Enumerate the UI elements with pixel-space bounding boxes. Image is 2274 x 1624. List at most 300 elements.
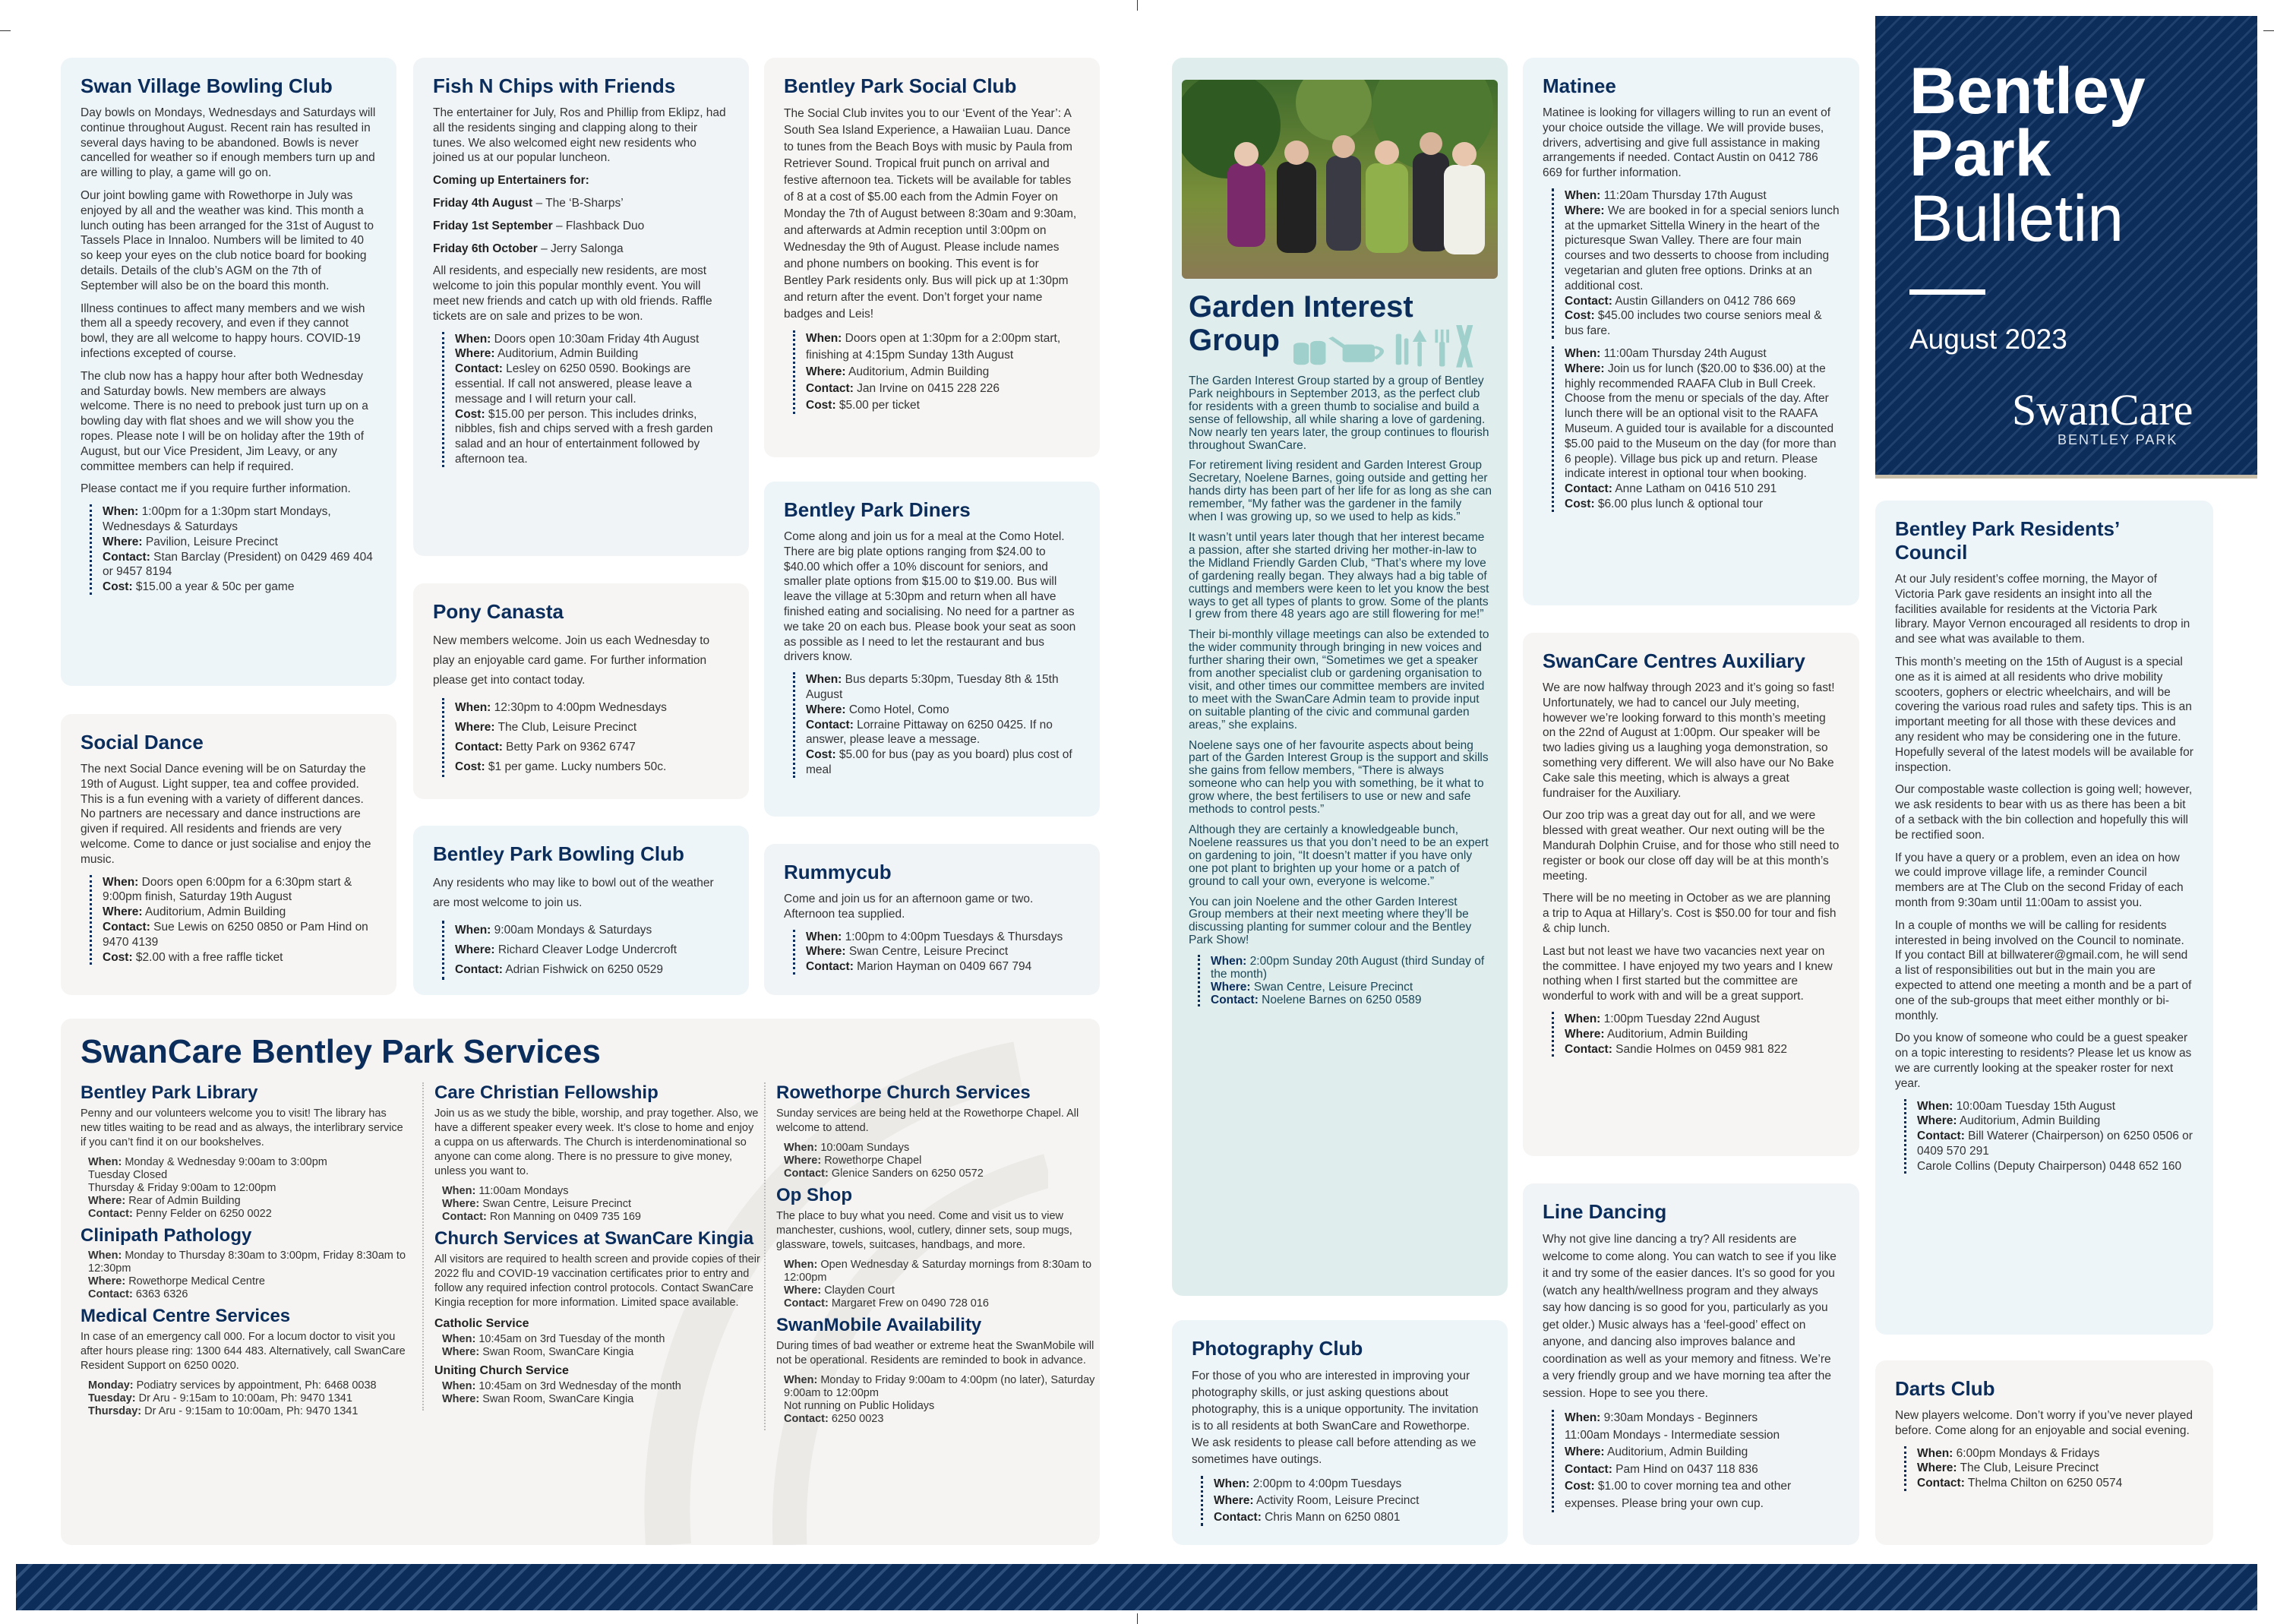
article-diners: [764, 482, 1100, 817]
detail-line: [1565, 1012, 1840, 1027]
detail-label: Where:: [442, 1393, 480, 1405]
service-details: [784, 1259, 1100, 1310]
paragraph: The place to buy what you need. Come and visit us to view manchester, cushions, wool, cutlery, dinner sets, soup mugs, glassware, towels, suitcases, handbags, and more.: [776, 1210, 1072, 1251]
detail-label: Contact:: [806, 960, 854, 974]
detail-value: $5.00 per ticket: [839, 399, 920, 412]
detail-value: Join us for lunch ($20.00 to $36.00) at the highly recommended RAAFA Club in Bull Creek. Choose from the menu or specials of the day. After lunch there will be an optional visit to the RAAFA Museum. A guided tour is available for a discounted $5.00 paid to the Museum on the day (for more than 6 people). Village bus pick up and return. Please indicate interest in optional tour when booking.: [1565, 362, 1837, 481]
detail-value: Auditorium, Admin Building: [848, 365, 990, 378]
detail-value: Sue Lewis on 6250 0850 or Pam Hind on 9470 4139: [103, 920, 368, 949]
detail-label: Cost:: [103, 950, 133, 964]
detail-value: Auditorium, Admin Building: [1960, 1114, 2101, 1128]
detail-line: [1565, 204, 1840, 294]
article-title: Bentley Park Social Club: [784, 74, 1017, 97]
detail-label: Where:: [103, 905, 143, 919]
detail-value: Doors open 10:30am Friday 4th August: [494, 332, 700, 346]
detail-value: Penny Felder on 6250 0022: [135, 1208, 272, 1220]
detail-line: [455, 960, 729, 980]
detail-line: [88, 1405, 409, 1418]
detail-line: [455, 921, 729, 940]
detail-value: 9:30am Mondays - Beginners: [1603, 1411, 1758, 1424]
detail-line: [455, 332, 729, 347]
detail-value: Swan Room, SwanCare Kingia: [482, 1393, 634, 1405]
detail-value: Rear of Admin Building: [128, 1195, 241, 1207]
detail-value: Monday to Thursday 8:30am to 3:00pm, Friday 8:30am to 12:30pm: [88, 1250, 406, 1275]
paragraph: All residents, and especially new residents, are most welcome to join this popular monthly event. You will meet new friends and catch up with old friends. Raffle tickets are on sale and prizes to be won.: [433, 264, 712, 323]
paragraph: The entertainer for July, Ros and Phillip from Eklipz, had all the residents singing and clapping along to their tunes. We also welcomed eight new residents who joined us at our popular luncheon.: [433, 106, 726, 165]
paragraph-text: – The ‘B-Sharps’: [532, 196, 624, 210]
paragraph: All visitors are required to health screen and provide copies of their 2022 flu and COVID-19 vaccination certificates prior to entry and follow any required infection control protocols. Contact SwanCare Kingia reception for more information. Limited space available.: [434, 1253, 760, 1309]
event-details: [442, 332, 729, 467]
service-details: [88, 1156, 409, 1221]
article-title: Line Dancing: [1543, 1200, 1667, 1223]
service-heading: Rowethorpe Church Services: [776, 1082, 1031, 1103]
detail-label: When:: [1565, 346, 1601, 360]
detail-line: [1917, 1476, 2193, 1491]
detail-line: [1917, 1114, 2193, 1129]
paragraph-bold: Friday 6th October: [433, 242, 538, 255]
detail-line: [1565, 346, 1840, 362]
event-details: [442, 698, 729, 777]
detail-value: Bus departs 5:30pm, Tuesday 8th & 15th August: [806, 673, 1059, 701]
detail-value: Richard Cleaver Lodge Undercroft: [497, 943, 677, 956]
detail-value: $5.00 for bus (pay as you board) plus cost of meal: [806, 748, 1072, 776]
detail-value: Auditorium, Admin Building: [1607, 1027, 1748, 1041]
detail-label: Cost:: [1565, 1480, 1595, 1493]
detail-value: Clayden Court: [824, 1284, 895, 1297]
detail-value: Thelma Chilton on 6250 0574: [1967, 1477, 2123, 1490]
detail-value: $15.00 a year & 50c per game: [135, 580, 295, 594]
detail-label: Contact:: [1565, 482, 1612, 496]
detail-value: Swan Centre, Leisure Precinct: [482, 1198, 632, 1210]
detail-value: Rowethorpe Medical Centre: [128, 1275, 265, 1288]
paragraph: Our joint bowling game with Rowethorpe in July was enjoyed by all and the weather was kind. This month a lunch outing has been arranged for the 31st of August to Tassels Place in Innaloo. Numbers will be limited to 40 so keep your eyes on the club notice board for booking details. Details of the club’s AGM on the 7th of September will also be on the board this month.: [81, 188, 374, 292]
detail-value: Ron Manning on 0409 735 169: [489, 1211, 641, 1223]
paragraph-bold: Friday 1st September: [433, 219, 553, 232]
paragraph: Any residents who may like to bowl out of the weather are most welcome to join us.: [433, 877, 714, 909]
event-details: [793, 930, 1080, 975]
detail-line: [88, 1392, 409, 1405]
article-social-club: [764, 58, 1100, 457]
detail-line: [784, 1155, 1100, 1167]
detail-line: [806, 703, 1080, 718]
service-details: [784, 1374, 1100, 1426]
paragraph-text: – Jerry Salonga: [537, 242, 624, 255]
paragraph-bold: Friday 4th August: [433, 196, 533, 210]
detail-value: 2:00pm Sunday 20th August (third Sunday of the month): [1211, 955, 1485, 981]
detail-label: When:: [88, 1156, 122, 1168]
services-column: [422, 1082, 763, 1411]
services-title: SwanCare Bentley Park Services: [81, 1033, 601, 1070]
article-photography-club: [1172, 1320, 1508, 1545]
detail-line: [442, 1346, 763, 1359]
service-heading: Op Shop: [776, 1185, 852, 1205]
detail-value: 1:00pm for a 1:30pm start Mondays, Wednesdays & Saturdays: [103, 505, 331, 533]
detail-line: [784, 1400, 1100, 1413]
service-heading: Church Services at SwanCare Kingia: [434, 1228, 754, 1249]
paragraph: Come and join us for an afternoon game or two. Afternoon tea supplied.: [784, 893, 1034, 921]
event-details: [442, 921, 729, 980]
article-residents-council: [1875, 501, 2213, 1335]
paragraph: Join us as we study the bible, worship, and pray together. Also, we have a different speaker every week. It’s close to home and enjoy a cuppa on us afterwards. The Church is interdenominational so anyone can come along. There is no pressure to give money, unless you want to.: [434, 1107, 759, 1177]
garden-group-photo: [1182, 80, 1498, 279]
detail-line: [1565, 1042, 1840, 1057]
detail-value: Noelene Barnes on 6250 0589: [1262, 994, 1422, 1007]
paragraph-bold: Coming up Entertainers for:: [433, 174, 589, 188]
detail-label: Where:: [1214, 1494, 1254, 1507]
detail-line: [1565, 1027, 1840, 1042]
detail-line: [806, 718, 1080, 748]
detail-label: Where:: [442, 1346, 480, 1358]
article-garden-interest-group: [1172, 58, 1508, 1296]
detail-value: Auditorium, Admin Building: [1607, 1445, 1748, 1458]
article-darts-club: [1875, 1360, 2213, 1545]
detail-value: $2.00 with a free raffle ticket: [135, 950, 283, 964]
detail-value: Monday & Wednesday 9:00am to 3:00pm: [125, 1156, 327, 1168]
paragraph: [433, 242, 729, 257]
detail-line: [784, 1167, 1100, 1180]
service-details: [442, 1333, 763, 1359]
event-details: [793, 672, 1080, 778]
detail-value: $1.00 to cover morning tea and other expenses. Please bring your own cup.: [1565, 1480, 1792, 1510]
detail-label: When:: [455, 332, 491, 346]
detail-line: [103, 535, 377, 550]
article-title: Social Dance: [81, 731, 204, 754]
detail-label: When:: [806, 673, 842, 687]
detail-line: [1917, 1461, 2193, 1476]
detail-label: Where:: [88, 1275, 126, 1288]
detail-label: When:: [103, 875, 139, 889]
detail-label: Where:: [806, 945, 846, 959]
service-heading: Care Christian Fellowship: [434, 1082, 659, 1103]
detail-value: Dr Aru - 9:15am to 10:00am, Ph: 9470 1341: [138, 1392, 352, 1404]
crop-mark: [0, 30, 11, 31]
detail-line: [806, 381, 1080, 397]
detail-value: Bill Waterer (Chairperson) on 6250 0506 or 0409 570 291: [1917, 1130, 2193, 1158]
detail-value: Auditorium, Admin Building: [145, 905, 286, 919]
detail-value: Open Wednesday & Saturday mornings from 8:30am to 12:00pm: [784, 1259, 1092, 1284]
detail-line: [806, 330, 1080, 364]
detail-label: Contact:: [806, 382, 854, 395]
detail-value: 6:00pm Mondays & Fridays: [1956, 1446, 2100, 1460]
detail-line: [88, 1288, 409, 1301]
detail-line: [806, 944, 1080, 959]
detail-value: Adrian Fishwick on 6250 0529: [505, 963, 663, 976]
detail-label: When:: [1917, 1099, 1953, 1113]
detail-label: When:: [455, 701, 491, 714]
service-subheading: Uniting Church Service: [434, 1364, 569, 1377]
detail-value: Pam Hind on 0437 118 836: [1615, 1462, 1758, 1476]
service-subheading: Catholic Service: [434, 1317, 529, 1330]
paragraph: The Social Club invites you to our ‘Event of the Year’: A South Sea Island Experience, a Hawaiian Luau. Dance to tunes from the Beach Boys with music by Paula from Retriever Sound. Tropical fruit punch on arrival and festive afternoon tea. Tickets will be available for tables of 8 at a cost of $5.00 each from the Admin Foyer on Monday the 7th of August between 8:30am and 9:30am, and afterwards at Admin reception until 3:00pm on Wednesday the 9th of August. Please include names and phone numbers on booking. This event is for Bentley Park residents only. Bus will pick up at 1:30pm and return after the event. Don’t forget your name badges and Leis!: [784, 107, 1077, 321]
detail-line: [806, 397, 1080, 414]
detail-label: Where:: [1565, 362, 1605, 375]
paragraph: Their bi-monthly village meetings can also be extended to the wider community through bringing in new voices and further sharing their own, “Sometimes we get a speaker from another specialist club or gardening organisation to visit, and other times our committee members are invited to meet with the SwanCare Admin team to provide input on suitable planting of the civic and communal garden areas,” she explains.: [1189, 628, 1489, 731]
event-details: [90, 875, 377, 965]
detail-line: [784, 1413, 1100, 1426]
article-title: Fish N Chips with Friends: [433, 74, 676, 97]
detail-line: [88, 1195, 409, 1208]
logo-text: SwanCare: [2012, 385, 2193, 434]
detail-line: [103, 580, 377, 595]
detail-label: Where:: [455, 721, 495, 734]
event-details: [1904, 1446, 2193, 1491]
detail-label: Where:: [1565, 204, 1605, 217]
detail-value: Podiatry services by appointment, Ph: 6468 0038: [136, 1379, 377, 1392]
paragraph: Illness continues to affect many members and we wish them all a speedy recovery, and even if they cannot bowl, they are all welcome to happy hours. COVID-19 infections excepted of course.: [81, 302, 365, 360]
detail-line: [1565, 294, 1840, 309]
detail-label: Cost:: [1565, 309, 1595, 323]
paragraph: Day bowls on Mondays, Wednesdays and Saturdays will continue throughout August. Recent rain has resulted in several days having to be abandoned. Bowls is never cancelled for weather so if enough members turn up and are willing to play, a game will go on.: [81, 106, 376, 180]
detail-line: [455, 757, 729, 777]
detail-line: [1211, 994, 1492, 1006]
service-heading: Bentley Park Library: [81, 1082, 258, 1103]
detail-value: We are booked in for a special seniors lunch at the upmarket Sittella Winery in the heart of the picturesque Swan Valley. There are four main courses and two desserts to choose from including vegetarian and gluten free options. Drinks at an additional cost.: [1565, 204, 1840, 292]
detail-label: When:: [806, 930, 842, 943]
detail-label: Cost:: [1565, 497, 1595, 510]
detail-label: Where:: [806, 703, 846, 716]
paragraph: Do you know of someone who could be a guest speaker on a topic interesting to residents? Please let us know as we are currently looking at the speaker roster for next year.: [1895, 1032, 2192, 1090]
detail-label: When:: [806, 332, 842, 345]
detail-line: [784, 1284, 1100, 1297]
detail-value: 1:00pm to 4:00pm Tuesdays & Thursdays: [845, 930, 1063, 943]
detail-label: Where:: [1565, 1027, 1605, 1041]
detail-line: [1565, 362, 1840, 482]
masthead-title-bold: Bentley Park: [1909, 55, 2146, 190]
detail-label: Tuesday:: [88, 1392, 136, 1404]
detail-label: When:: [1565, 1012, 1601, 1025]
detail-label: Contact:: [1565, 294, 1612, 308]
detail-line: [455, 738, 729, 757]
detail-line: [784, 1374, 1100, 1400]
paragraph: Come along and join us for a meal at the Como Hotel. There are big plate options ranging from $24.00 to $40.00 which offer a 10% discount for seniors, and smaller plate options from $15.00 to $19.00. Bus will leave the village at 5:30pm and return when all have finished eating and socialising. No need for a partner as we take 20 on each bus. Please book your seat as soon as possible as I need to let the restaurant and bus drivers know.: [784, 530, 1076, 664]
paragraph: New players welcome. Don’t worry if you’ve never played before. Come along for an enjoyable and social evening.: [1895, 1409, 2193, 1437]
masthead-date: August 2023: [1909, 324, 2067, 355]
detail-line: [442, 1185, 763, 1198]
detail-line: [1565, 1478, 1840, 1512]
detail-label: Contact:: [103, 920, 150, 934]
detail-label: Where:: [455, 347, 495, 361]
detail-value: $1 per game. Lucky numbers 50c.: [488, 760, 667, 773]
event-details: [90, 504, 377, 595]
detail-label: Contact:: [1917, 1477, 1965, 1490]
detail-label: When:: [455, 924, 491, 937]
detail-value: Dr Aru - 9:15am to 10:00am, Ph: 9470 1341: [144, 1405, 358, 1417]
detail-value: Glenice Sanders on 6250 0572: [831, 1167, 984, 1180]
detail-value: Doors open at 1:30pm for a 2:00pm start, finishing at 4:15pm Sunday 13th August: [806, 332, 1061, 362]
paragraph: The next Social Dance evening will be on Saturday the 19th of August. Light supper, tea and coffee provided. This is a fun evening with a variety of different dances. No partners are necessary and dance instructions are given if required. All residents and friends are very welcome. Come to dance or just socialise and enjoy the music.: [81, 763, 371, 866]
detail-value: 11:00am Thursday 24th August: [1603, 346, 1767, 360]
services-column: [764, 1082, 1100, 1430]
article-title: Rummycub: [784, 861, 892, 883]
detail-label: Contact:: [806, 718, 854, 731]
detail-value: 2:00pm to 4:00pm Tuesdays: [1252, 1477, 1402, 1490]
event-details: [793, 330, 1080, 414]
detail-value: $45.00 includes two course seniors meal & bus fare.: [1565, 309, 1822, 338]
detail-value: Auditorium, Admin Building: [497, 347, 639, 361]
paragraph: In a couple of months we will be calling for residents interested in being involved on the Council to nominate. If you contact Bill at billwaterer@gmail.com, he will send a list of responsibilities out but in the main you are expected to attend one meeting a month and be a part of one of the sub-groups that meet either monthly or bi-monthly.: [1895, 918, 2192, 1022]
detail-value: Swan Centre, Leisure Precinct: [1253, 981, 1413, 994]
detail-value: 6363 6326: [135, 1288, 188, 1300]
detail-label: Contact:: [88, 1208, 133, 1220]
detail-line: [103, 905, 377, 920]
masthead: [1875, 16, 2257, 475]
detail-line: [88, 1208, 409, 1221]
paragraph: For retirement living resident and Garden Interest Group Secretary, Noelene Barnes, going outside and getting her hands dirty has been part of her life for as long as she can remember, “My father was the gardener in the family when I was growing up, so we used to help as kids.”: [1189, 459, 1492, 524]
detail-label: Contact:: [103, 550, 150, 564]
garden-body: [1189, 375, 1492, 1014]
detail-line: [455, 407, 729, 467]
detail-value: Thursday & Friday 9:00am to 12:00pm: [88, 1182, 276, 1194]
detail-label: When:: [442, 1185, 476, 1197]
detail-value: Doors open 6:00pm for a 6:30pm start & 9:00pm finish, Saturday 19th August: [103, 875, 352, 904]
detail-line: [1917, 1159, 2193, 1174]
detail-value: Pavilion, Leisure Precinct: [145, 535, 278, 548]
detail-line: [1211, 955, 1492, 981]
paragraph: Last but not least we have two vacancies next year on the committee. I have enjoyed my two years and I knew nothing when I first started but the committee are wonderful to work with and will be a great support.: [1543, 944, 1833, 1003]
detail-line: [455, 940, 729, 960]
detail-label: Contact:: [455, 963, 503, 976]
paragraph: Noelene says one of her favourite aspects about being part of the Garden Interest Group is the support and skills she gains from fellow members, “There is always someone who can help you with something, be it what to grow where, the best fertilisers to use or new and safe methods to control pests.”: [1189, 738, 1489, 817]
detail-label: When:: [784, 1259, 818, 1271]
detail-line: [103, 504, 377, 535]
detail-line: [103, 920, 377, 950]
detail-value: Lesley on 6250 0590. Bookings are essential. If call not answered, please leave a message and I will return your call.: [455, 362, 692, 406]
article-title: SwanCare Centres Auxiliary: [1543, 649, 1805, 672]
service-details: [784, 1142, 1100, 1180]
detail-label: When:: [784, 1374, 818, 1386]
article-matinee: [1523, 58, 1859, 605]
event-details: [1552, 1012, 1840, 1057]
detail-line: [442, 1211, 763, 1224]
detail-line: [103, 950, 377, 965]
logo-subtext: BENTLEY PARK: [2058, 432, 2178, 447]
detail-line: [806, 930, 1080, 945]
paragraph: Sunday services are being held at the Rowethorpe Chapel. All welcome to attend.: [776, 1107, 1079, 1134]
detail-label: Cost:: [455, 407, 485, 421]
detail-value: 11:00am Mondays - Intermediate session: [1565, 1428, 1780, 1442]
masthead-base-strip: [1875, 475, 2257, 479]
detail-label: Where:: [88, 1195, 126, 1207]
detail-line: [1565, 482, 1840, 497]
detail-line: [455, 346, 729, 362]
detail-line: [1214, 1493, 1488, 1509]
detail-label: Contact:: [784, 1413, 829, 1425]
paragraph: The club now has a happy hour after both Wednesday and Saturday bowls. New members are always welcome. There is no need to prebook just turn up on a bowling day with flat shoes and we will show you the ropes. Please note I will be on holiday after the 19th of August, but our Vice President, Jim Leavy, or any committee members can help if required.: [81, 369, 368, 473]
detail-label: Contact:: [784, 1297, 829, 1310]
detail-value: 9:00am Mondays & Saturdays: [494, 924, 652, 937]
detail-line: [806, 747, 1080, 778]
detail-line: [784, 1297, 1100, 1310]
footer-stripe-bar: [16, 1564, 2257, 1610]
detail-value: Swan Centre, Leisure Precinct: [848, 945, 1009, 959]
detail-value: Not running on Public Holidays: [784, 1400, 935, 1412]
paragraph: This month’s meeting on the 15th of August is a special one as it is aimed at all residents who drive mobility scooters, gophers or electric wheelchairs, and will be covering the various road rules and safety tips. This is an important meeting for all those with these devices and any resident who may be considering one in the future. Hopefully several of the latest models will be available for inspection.: [1895, 655, 2193, 774]
detail-line: [1565, 1444, 1840, 1461]
detail-line: [88, 1169, 409, 1182]
article-swan-village-bowling-club: [61, 58, 396, 686]
masthead-title-light: Bulletin: [1909, 182, 2124, 255]
detail-value: 10:00am Tuesday 15th August: [1956, 1099, 2116, 1113]
detail-label: Contact:: [1211, 994, 1259, 1007]
article-bentley-park-bowling-club: [413, 826, 749, 995]
services-column: [81, 1082, 409, 1423]
paragraph: Our compostable waste collection is going well; however, we ask residents to bear with us as there has been a bit of a setback with the bin collection and hopefully this will be rectified soon.: [1895, 783, 2193, 842]
detail-line: [442, 1380, 763, 1393]
paragraph: It wasn’t until years later though that her interest became a passion, after she started driving her mother-in-law to the Midland Friendly Garden Club, “That’s where my love of gardening really began. They always had a big table of cuttings and members were keen to let you know the best ways to get all types of plants to grow. Some of the plants I grew from there 48 years ago are still flowering for me!”: [1189, 530, 1489, 621]
detail-label: Where:: [1565, 1445, 1605, 1458]
paragraph: Please contact me if you require further information.: [81, 482, 351, 496]
detail-label: Where:: [1917, 1114, 1957, 1128]
paragraph: During times of bad weather or extreme heat the SwanMobile will not be operational. Residents are reminded to book in advance.: [776, 1340, 1094, 1366]
masthead-rule: [1909, 289, 1985, 295]
detail-value: Como Hotel, Como: [848, 703, 949, 716]
crop-mark: [1137, 1613, 1138, 1624]
detail-label: When:: [784, 1142, 818, 1154]
paragraph: For those of you who are interested in improving your photography skills, or just asking questions about photography, this is a unique opportunity. The invitation is to all residents at both SwanCare and Rowethorpe. We ask residents to please call before attending as we sometimes have outings.: [1192, 1370, 1479, 1466]
service-heading: Clinipath Pathology: [81, 1225, 252, 1246]
detail-label: Where:: [806, 365, 846, 378]
detail-label: Thursday:: [88, 1405, 142, 1417]
detail-label: When:: [1214, 1477, 1250, 1490]
article-title: Bentley Park Residents’ Council: [1895, 517, 2119, 564]
detail-label: Where:: [455, 943, 495, 956]
detail-value: $6.00 plus lunch & optional tour: [1597, 497, 1764, 510]
service-details: [88, 1379, 409, 1418]
paragraph-text: – Flashback Duo: [552, 219, 645, 232]
detail-label: When:: [442, 1380, 476, 1392]
detail-label: Where:: [1917, 1461, 1957, 1475]
detail-label: When:: [88, 1250, 122, 1262]
detail-line: [1565, 1461, 1840, 1479]
detail-label: Monday:: [88, 1379, 134, 1392]
detail-line: [455, 362, 729, 406]
detail-line: [1917, 1099, 2193, 1114]
detail-value: Carole Collins (Deputy Chairperson) 0448 652 160: [1917, 1159, 2182, 1173]
article-title: Pony Canasta: [433, 600, 564, 623]
crop-mark: [2263, 30, 2274, 31]
paragraph: The Garden Interest Group started by a group of Bentley Park neighbours in September 2013, as the perfect club for residents with a green thumb to socialise and build a sense of fellowship, all while sharing a love of gardening. Now nearly ten years later, the group continues to flourish throughout SwanCare.: [1189, 374, 1489, 452]
detail-line: [1214, 1509, 1488, 1526]
detail-label: When:: [103, 505, 139, 519]
article-social-dance: [61, 714, 396, 995]
detail-line: [88, 1275, 409, 1288]
detail-line: [1565, 497, 1840, 512]
detail-value: 10:45am on 3rd Tuesday of the month: [478, 1333, 665, 1345]
paragraph: Our zoo trip was a great day out for all, and we were blessed with great weather. Our next outing will be the Mandurah Dolphin Cruise, and for those who still need to register or book our close off day will be at this month’s meeting.: [1543, 809, 1840, 883]
detail-value: 10:45am on 3rd Wednesday of the month: [478, 1380, 681, 1392]
detail-value: Chris Mann on 6250 0801: [1265, 1511, 1401, 1524]
detail-line: [455, 718, 729, 738]
detail-value: 11:00am Mondays: [478, 1185, 569, 1197]
detail-value: Anne Latham on 0416 510 291: [1615, 482, 1777, 496]
detail-label: Contact:: [784, 1167, 829, 1180]
paragraph: Why not give line dancing a try? All residents are welcome to come along. You can watch to see if you like it and try some of the easier dances. It’s so good for you (watch any health/wellness program and they always say how dancing is so good for you, particularly as you get older.) Music always has a ‘feel-good’ effect on anyone, and dancing also improves balance and coordination as well as your memory and fitness. We’re a very friendly group and we have morning tea after the session. Hope to see you there.: [1543, 1233, 1837, 1400]
detail-label: When:: [1565, 1411, 1601, 1424]
article-fish-n-chips: [413, 58, 749, 556]
detail-label: Where:: [103, 535, 143, 548]
detail-label: Contact:: [88, 1288, 133, 1300]
detail-label: Cost:: [103, 580, 133, 594]
detail-line: [442, 1198, 763, 1211]
article-title: Darts Club: [1895, 1377, 1995, 1400]
detail-line: [103, 550, 377, 580]
detail-value: 6250 0023: [831, 1413, 884, 1425]
detail-value: Sandie Holmes on 0459 981 822: [1615, 1042, 1787, 1056]
detail-line: [1211, 981, 1492, 994]
article-pony-canasta: [413, 583, 749, 799]
detail-value: 12:30pm to 4:00pm Wednesdays: [494, 701, 667, 714]
paragraph: Matinee is looking for villagers willing to run an event of your choice outside the village. We will provide buses, drivers, advertising and give full assistance in making arrangements if needed. Contact Austin on 0412 786 669 for further information.: [1543, 106, 1831, 180]
